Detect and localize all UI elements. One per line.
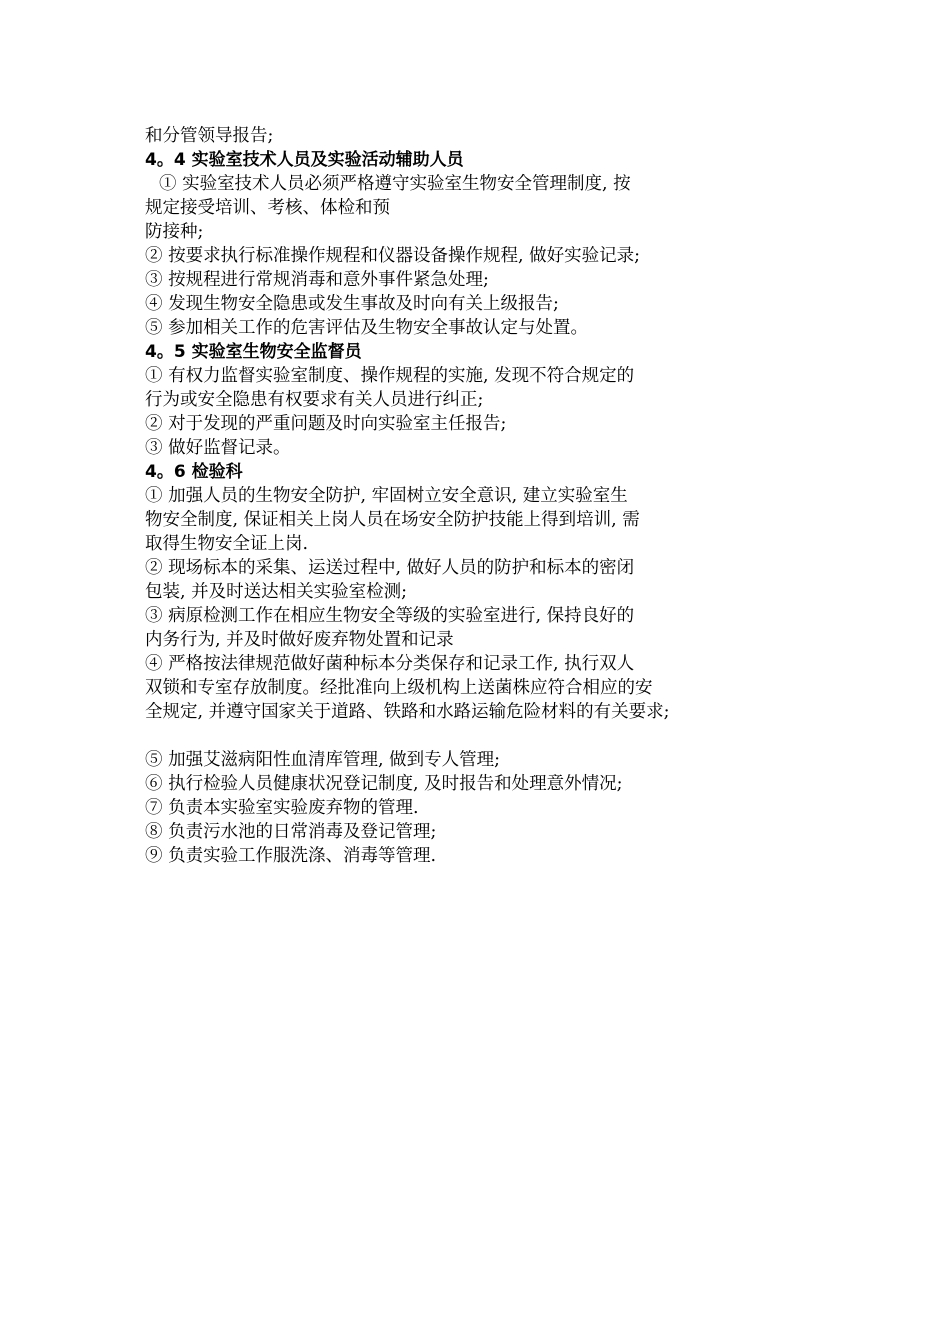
text-line: ④ 发现生物安全隐患或发生事故及时向有关上级报告;	[145, 294, 559, 314]
text-line: 物安全制度, 保证相关上岗人员在场安全防护技能上得到培训, 需	[145, 510, 640, 530]
text-line: ⑤ 参加相关工作的危害评估及生物安全事故认定与处置。	[145, 318, 589, 338]
text-line: 和分管领导报告;	[145, 126, 274, 146]
text-line: ⑤ 加强艾滋病阳性血清库管理, 做到专人管理;	[145, 750, 501, 770]
section-heading-4-6: 4。6 检验科	[145, 462, 243, 482]
section-heading-4-4: 4。4 实验室技术人员及实验活动辅助人员	[145, 150, 464, 170]
text-line: 取得生物安全证上岗.	[145, 534, 309, 554]
text-line: ⑦ 负责本实验室实验废弃物的管理.	[145, 798, 419, 818]
blank-line	[145, 724, 815, 748]
text-line: ④ 严格按法律规范做好菌种标本分类保存和记录工作, 执行双人	[145, 654, 635, 674]
text-line: ② 对于发现的严重问题及时向实验室主任报告;	[145, 414, 507, 434]
text-line: 内务行为, 并及时做好废弃物处置和记录	[145, 630, 454, 650]
text-line: 防接种;	[145, 222, 204, 242]
text-line: 包装, 并及时送达相关实验室检测;	[145, 582, 408, 602]
text-line: ⑥ 执行检验人员健康状况登记制度, 及时报告和处理意外情况;	[145, 774, 623, 794]
section-heading-4-5: 4。5 实验室生物安全监督员	[145, 342, 362, 362]
text-line: ③ 按规程进行常规消毒和意外事件紧急处理;	[145, 270, 489, 290]
text-line: ③ 病原检测工作在相应生物安全等级的实验室进行, 保持良好的	[145, 606, 635, 626]
text-line: 双锁和专室存放制度。经批准向上级机构上送菌株应符合相应的安	[145, 678, 653, 698]
text-line: ① 实验室技术人员必须严格遵守实验室生物安全管理制度, 按	[159, 174, 631, 194]
document-body	[145, 124, 815, 868]
text-line: 全规定, 并遵守国家关于道路、铁路和水路运输危险材料的有关要求;	[145, 702, 670, 722]
text-line: 行为或安全隐患有权要求有关人员进行纠正;	[145, 390, 484, 410]
text-line: ② 按要求执行标准操作规程和仪器设备操作规程, 做好实验记录;	[145, 246, 641, 266]
text-line: ⑨ 负责实验工作服洗涤、消毒等管理.	[145, 846, 437, 866]
text-line: 规定接受培训、考核、体检和预	[145, 198, 390, 218]
text-line: ① 有权力监督实验室制度、操作规程的实施, 发现不符合规定的	[145, 366, 635, 386]
text-line: ① 加强人员的生物安全防护, 牢固树立安全意识, 建立实验室生	[145, 486, 628, 506]
text-line: ⑧ 负责污水池的日常消毒及登记管理;	[145, 822, 437, 842]
text-line: ② 现场标本的采集、运送过程中, 做好人员的防护和标本的密闭	[145, 558, 635, 578]
text-line: ③ 做好监督记录。	[145, 438, 291, 458]
